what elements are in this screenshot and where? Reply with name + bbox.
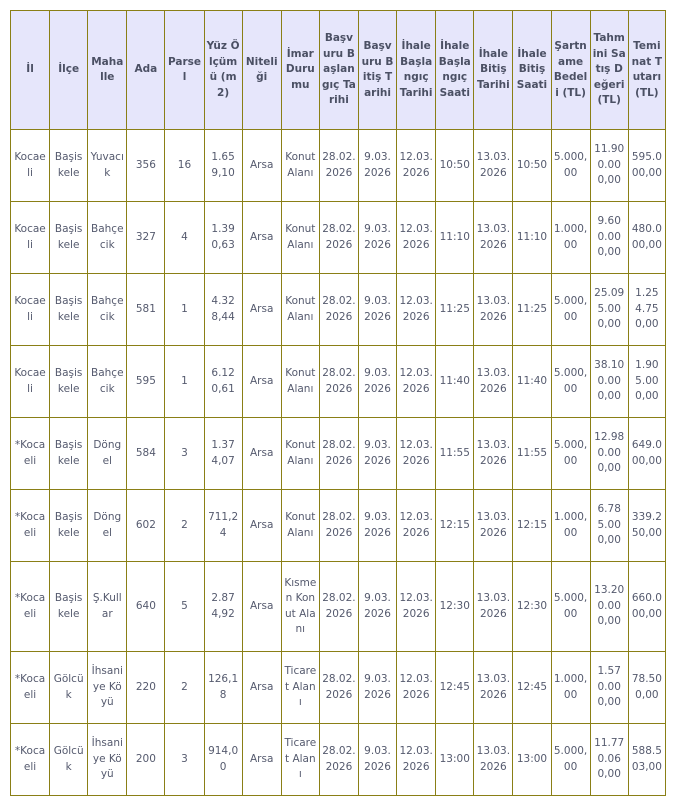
cell-ihale-baslangic-tarihi: 12.03.2026 <box>397 418 436 490</box>
cell-ada: 327 <box>127 202 165 274</box>
cell-niteligi: Arsa <box>242 202 281 274</box>
cell-ada: 200 <box>127 724 165 796</box>
cell-il: *Kocaeli <box>11 562 50 652</box>
cell-il: Kocaeli <box>11 202 50 274</box>
cell-parsel: 5 <box>165 562 204 652</box>
cell-ilce: Başiskele <box>50 346 88 418</box>
cell-basvuru-baslangic-tarihi: 28.02.2026 <box>319 202 358 274</box>
cell-ihale-baslangic-tarihi: 12.03.2026 <box>397 202 436 274</box>
header-basvuru-baslangic-tarihi: Başvuru Başlangıç Tarihi <box>319 11 358 130</box>
header-sartname-bedeli: Şartname Bedeli (TL) <box>551 11 590 130</box>
table-row <box>11 418 666 490</box>
header-basvuru-bitis-tarihi: Başvuru Bitiş Tarihi <box>358 11 396 130</box>
cell-ilce: Başiskele <box>50 274 88 346</box>
cell-imar-durumu: Konut Alanı <box>281 274 319 346</box>
cell-ada: 581 <box>127 274 165 346</box>
cell-sartname-bedeli: 5.000,00 <box>551 724 590 796</box>
table-row <box>11 130 666 202</box>
cell-parsel: 2 <box>165 652 204 724</box>
cell-ada: 595 <box>127 346 165 418</box>
table-row <box>11 562 666 652</box>
cell-basvuru-bitis-tarihi: 9.03.2026 <box>358 490 396 562</box>
table-header <box>11 11 666 130</box>
cell-il: *Kocaeli <box>11 418 50 490</box>
cell-yuzolcumu: 1.390,63 <box>204 202 242 274</box>
cell-yuzolcumu: 914,00 <box>204 724 242 796</box>
cell-niteligi: Arsa <box>242 274 281 346</box>
cell-niteligi: Arsa <box>242 418 281 490</box>
cell-ilce: Başiskele <box>50 418 88 490</box>
cell-imar-durumu: Konut Alanı <box>281 130 319 202</box>
cell-sartname-bedeli: 5.000,00 <box>551 346 590 418</box>
cell-ihale-baslangic-tarihi: 12.03.2026 <box>397 562 436 652</box>
cell-ihale-bitis-tarihi: 13.03.2026 <box>474 202 513 274</box>
cell-basvuru-baslangic-tarihi: 28.02.2026 <box>319 418 358 490</box>
cell-basvuru-baslangic-tarihi: 28.02.2026 <box>319 346 358 418</box>
cell-niteligi: Arsa <box>242 130 281 202</box>
cell-ihale-bitis-saati: 13:00 <box>513 724 551 796</box>
cell-ilce: Başiskele <box>50 490 88 562</box>
cell-sartname-bedeli: 1.000,00 <box>551 490 590 562</box>
cell-ihale-baslangic-saati: 12:30 <box>436 562 474 652</box>
cell-basvuru-baslangic-tarihi: 28.02.2026 <box>319 490 358 562</box>
cell-teminat-tutari: 339.250,00 <box>628 490 665 562</box>
cell-ihale-bitis-tarihi: 13.03.2026 <box>474 562 513 652</box>
cell-ihale-baslangic-tarihi: 12.03.2026 <box>397 490 436 562</box>
header-ihale-bitis-saati: İhale Bitiş Saati <box>513 11 551 130</box>
cell-imar-durumu: Ticaret Alanı <box>281 724 319 796</box>
header-ada: Ada <box>127 11 165 130</box>
tender-table <box>10 10 666 796</box>
cell-yuzolcumu: 2.874,92 <box>204 562 242 652</box>
cell-ihale-baslangic-saati: 11:10 <box>436 202 474 274</box>
cell-imar-durumu: Konut Alanı <box>281 418 319 490</box>
cell-basvuru-bitis-tarihi: 9.03.2026 <box>358 724 396 796</box>
cell-yuzolcumu: 6.120,61 <box>204 346 242 418</box>
cell-ihale-bitis-tarihi: 13.03.2026 <box>474 490 513 562</box>
cell-ada: 220 <box>127 652 165 724</box>
cell-yuzolcumu: 1.374,07 <box>204 418 242 490</box>
cell-yuzolcumu: 126,18 <box>204 652 242 724</box>
cell-ihale-baslangic-saati: 12:45 <box>436 652 474 724</box>
cell-ihale-bitis-saati: 12:30 <box>513 562 551 652</box>
cell-ihale-baslangic-saati: 12:15 <box>436 490 474 562</box>
cell-imar-durumu: Konut Alanı <box>281 346 319 418</box>
cell-ihale-baslangic-saati: 11:55 <box>436 418 474 490</box>
header-imar-durumu: İmar Durumu <box>281 11 319 130</box>
cell-basvuru-bitis-tarihi: 9.03.2026 <box>358 562 396 652</box>
cell-ihale-baslangic-saati: 10:50 <box>436 130 474 202</box>
cell-parsel: 4 <box>165 202 204 274</box>
cell-sartname-bedeli: 5.000,00 <box>551 418 590 490</box>
cell-basvuru-bitis-tarihi: 9.03.2026 <box>358 652 396 724</box>
cell-ihale-bitis-saati: 11:40 <box>513 346 551 418</box>
cell-ihale-bitis-saati: 11:55 <box>513 418 551 490</box>
cell-imar-durumu: Konut Alanı <box>281 490 319 562</box>
cell-ada: 640 <box>127 562 165 652</box>
cell-parsel: 16 <box>165 130 204 202</box>
cell-niteligi: Arsa <box>242 490 281 562</box>
header-ihale-bitis-tarihi: İhale Bitiş Tarihi <box>474 11 513 130</box>
header-row <box>11 11 666 130</box>
cell-yuzolcumu: 1.659,10 <box>204 130 242 202</box>
cell-parsel: 1 <box>165 346 204 418</box>
header-ilce: İlçe <box>50 11 88 130</box>
cell-ihale-baslangic-saati: 11:25 <box>436 274 474 346</box>
cell-ada: 602 <box>127 490 165 562</box>
cell-basvuru-baslangic-tarihi: 28.02.2026 <box>319 724 358 796</box>
cell-mahalle: İhsaniye Köyü <box>88 724 127 796</box>
table-row <box>11 202 666 274</box>
header-yuzolcumu: Yüz Ölçümü (m2) <box>204 11 242 130</box>
table-row <box>11 346 666 418</box>
cell-basvuru-bitis-tarihi: 9.03.2026 <box>358 418 396 490</box>
cell-il: Kocaeli <box>11 274 50 346</box>
cell-mahalle: Bahçecik <box>88 202 127 274</box>
cell-niteligi: Arsa <box>242 562 281 652</box>
cell-ilce: Başiskele <box>50 562 88 652</box>
header-mahalle: Mahalle <box>88 11 127 130</box>
cell-ilce: Gölcük <box>50 652 88 724</box>
cell-ihale-baslangic-saati: 11:40 <box>436 346 474 418</box>
cell-ada: 356 <box>127 130 165 202</box>
table-row <box>11 652 666 724</box>
cell-imar-durumu: Ticaret Alanı <box>281 652 319 724</box>
cell-ihale-bitis-tarihi: 13.03.2026 <box>474 724 513 796</box>
cell-basvuru-baslangic-tarihi: 28.02.2026 <box>319 274 358 346</box>
cell-niteligi: Arsa <box>242 652 281 724</box>
cell-ihale-bitis-saati: 11:10 <box>513 202 551 274</box>
cell-imar-durumu: Konut Alanı <box>281 202 319 274</box>
cell-tahmini-satis-degeri: 13.200.000,00 <box>590 562 628 652</box>
cell-ihale-baslangic-tarihi: 12.03.2026 <box>397 346 436 418</box>
cell-ihale-baslangic-saati: 13:00 <box>436 724 474 796</box>
cell-tahmini-satis-degeri: 25.095.000,00 <box>590 274 628 346</box>
cell-ihale-baslangic-tarihi: 12.03.2026 <box>397 724 436 796</box>
cell-yuzolcumu: 711,24 <box>204 490 242 562</box>
header-tahmini-satis-degeri: Tahmini Satış Değeri (TL) <box>590 11 628 130</box>
cell-tahmini-satis-degeri: 38.100.000,00 <box>590 346 628 418</box>
cell-mahalle: Döngel <box>88 418 127 490</box>
cell-mahalle: Bahçecik <box>88 346 127 418</box>
cell-mahalle: Ş.Kullar <box>88 562 127 652</box>
cell-niteligi: Arsa <box>242 724 281 796</box>
cell-ihale-bitis-tarihi: 13.03.2026 <box>474 418 513 490</box>
cell-mahalle: Bahçecik <box>88 274 127 346</box>
cell-sartname-bedeli: 5.000,00 <box>551 130 590 202</box>
cell-ilce: Gölcük <box>50 724 88 796</box>
cell-ihale-bitis-tarihi: 13.03.2026 <box>474 346 513 418</box>
cell-mahalle: İhsaniye Köyü <box>88 652 127 724</box>
header-parsel: Parsel <box>165 11 204 130</box>
cell-teminat-tutari: 78.500,00 <box>628 652 665 724</box>
cell-ada: 584 <box>127 418 165 490</box>
cell-basvuru-bitis-tarihi: 9.03.2026 <box>358 346 396 418</box>
cell-teminat-tutari: 1.254.750,00 <box>628 274 665 346</box>
cell-teminat-tutari: 649.000,00 <box>628 418 665 490</box>
header-ihale-baslangic-saati: İhale Başlangıç Saati <box>436 11 474 130</box>
cell-il: Kocaeli <box>11 130 50 202</box>
cell-tahmini-satis-degeri: 11.900.000,00 <box>590 130 628 202</box>
cell-tahmini-satis-degeri: 12.980.000,00 <box>590 418 628 490</box>
cell-basvuru-baslangic-tarihi: 28.02.2026 <box>319 562 358 652</box>
cell-tahmini-satis-degeri: 1.570.000,00 <box>590 652 628 724</box>
cell-ihale-baslangic-tarihi: 12.03.2026 <box>397 274 436 346</box>
cell-tahmini-satis-degeri: 11.770.060,00 <box>590 724 628 796</box>
cell-ilce: Başiskele <box>50 130 88 202</box>
cell-tahmini-satis-degeri: 6.785.000,00 <box>590 490 628 562</box>
table-row <box>11 724 666 796</box>
header-ihale-baslangic-tarihi: İhale Başlangıç Tarihi <box>397 11 436 130</box>
cell-sartname-bedeli: 1.000,00 <box>551 202 590 274</box>
cell-teminat-tutari: 595.000,00 <box>628 130 665 202</box>
cell-teminat-tutari: 480.000,00 <box>628 202 665 274</box>
cell-mahalle: Döngel <box>88 490 127 562</box>
cell-sartname-bedeli: 5.000,00 <box>551 562 590 652</box>
header-niteligi: Niteliği <box>242 11 281 130</box>
cell-yuzolcumu: 4.328,44 <box>204 274 242 346</box>
cell-ihale-bitis-saati: 12:15 <box>513 490 551 562</box>
cell-ihale-bitis-saati: 12:45 <box>513 652 551 724</box>
cell-basvuru-baslangic-tarihi: 28.02.2026 <box>319 130 358 202</box>
table-row <box>11 490 666 562</box>
cell-ilce: Başiskele <box>50 202 88 274</box>
cell-ihale-bitis-saati: 11:25 <box>513 274 551 346</box>
cell-basvuru-bitis-tarihi: 9.03.2026 <box>358 274 396 346</box>
cell-ihale-baslangic-tarihi: 12.03.2026 <box>397 652 436 724</box>
cell-ihale-baslangic-tarihi: 12.03.2026 <box>397 130 436 202</box>
cell-il: Kocaeli <box>11 346 50 418</box>
cell-ihale-bitis-saati: 10:50 <box>513 130 551 202</box>
header-teminat-tutari: Teminat Tutarı (TL) <box>628 11 665 130</box>
cell-parsel: 3 <box>165 418 204 490</box>
cell-teminat-tutari: 588.503,00 <box>628 724 665 796</box>
cell-basvuru-bitis-tarihi: 9.03.2026 <box>358 130 396 202</box>
cell-il: *Kocaeli <box>11 652 50 724</box>
cell-basvuru-baslangic-tarihi: 28.02.2026 <box>319 652 358 724</box>
cell-tahmini-satis-degeri: 9.600.000,00 <box>590 202 628 274</box>
cell-ihale-bitis-tarihi: 13.03.2026 <box>474 274 513 346</box>
cell-parsel: 1 <box>165 274 204 346</box>
table-row <box>11 274 666 346</box>
cell-sartname-bedeli: 5.000,00 <box>551 274 590 346</box>
cell-teminat-tutari: 1.905.000,00 <box>628 346 665 418</box>
cell-imar-durumu: Kısmen Konut Alanı <box>281 562 319 652</box>
cell-teminat-tutari: 660.000,00 <box>628 562 665 652</box>
cell-ihale-bitis-tarihi: 13.03.2026 <box>474 130 513 202</box>
cell-parsel: 2 <box>165 490 204 562</box>
cell-il: *Kocaeli <box>11 490 50 562</box>
cell-mahalle: Yuvacık <box>88 130 127 202</box>
cell-il: *Kocaeli <box>11 724 50 796</box>
cell-basvuru-bitis-tarihi: 9.03.2026 <box>358 202 396 274</box>
cell-parsel: 3 <box>165 724 204 796</box>
cell-niteligi: Arsa <box>242 346 281 418</box>
cell-ihale-bitis-tarihi: 13.03.2026 <box>474 652 513 724</box>
table-body <box>11 130 666 796</box>
cell-sartname-bedeli: 1.000,00 <box>551 652 590 724</box>
header-il: İl <box>11 11 50 130</box>
